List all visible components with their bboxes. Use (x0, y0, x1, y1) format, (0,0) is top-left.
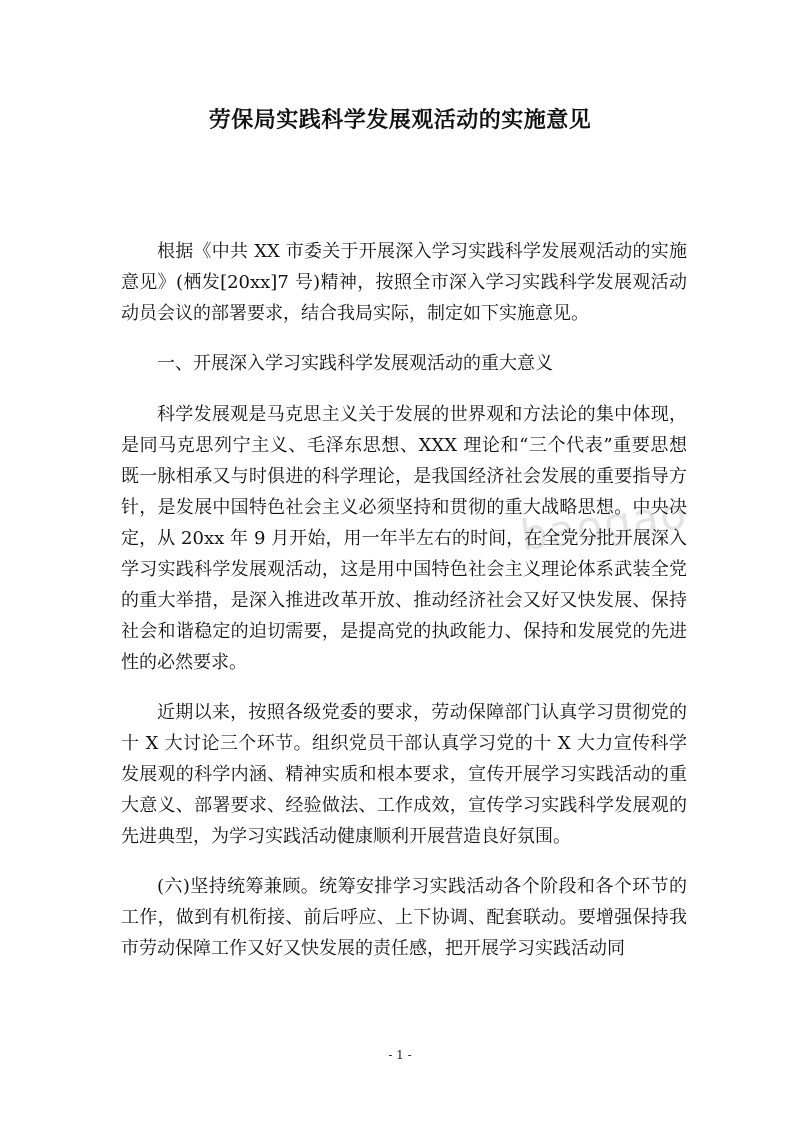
page-number: - 1 - (388, 1048, 412, 1062)
paragraph-significance: 科学发展观是马克思主义关于发展的世界观和方法论的集中体现，是同马克思列宁主义、毛泽东思想、XXX 理论和“三个代表”重要思想既一脉相承又与时俱进的科学理论，是我国经济社会发展的重要指导方针，是发展中国特色社会主义必须坚持和贯彻的重大战略思想。中央决定，从 20xx 年 9 月开始，用一年半左右的时间，在全党分批开展深入学习实践科学发展观活动，这是用中国特色社会主义理论体系武装全党的重大举措，是深入推进改革开放、推动经济社会又好又快发展、保持社会和谐稳定的迫切需要，是提高党的执政能力、保持和发展党的先进性的必然要求。 (121, 404, 687, 673)
paragraph-coordination: (六)坚持统筹兼顾。统筹安排学习实践活动各个阶段和各个环节的工作，做到有机衔接、前后呼应、上下协调、配套联动。要增强保持我市劳动保障工作又好又快发展的责任感，把开展学习实践活动同 (121, 876, 687, 959)
document-title: 劳保局实践科学发展观活动的实施意见 (208, 107, 592, 133)
paragraph-recent-work: 近期以来，按照各级党委的要求，劳动保障部门认真学习贯彻党的十 X 大讨论三个环节。组织党员干部认真学习党的十 X 大力宣传科学发展观的科学内涵、精神实质和根本要求，宣传开展学习实践活动的重大意义、部署要求、经验做法、工作成效，宣传学习实践科学发展观的先进典型，为学习实践活动健康顺利开展营造良好氛围。 (121, 702, 687, 847)
watermark: baogao (517, 488, 691, 561)
paragraph-intro: 根据《中共 XX 市委关于开展深入学习实践科学发展观活动的实施意见》(栖发[20xx]7 号)精神，按照全市深入学习实践科学发展观活动动员会议的部署要求，结合我局实际，制定如下实施意见。 (121, 241, 687, 324)
section-heading-1: 一、开展深入学习实践科学发展观活动的重大意义 (157, 353, 553, 374)
document-body (121, 236, 687, 964)
